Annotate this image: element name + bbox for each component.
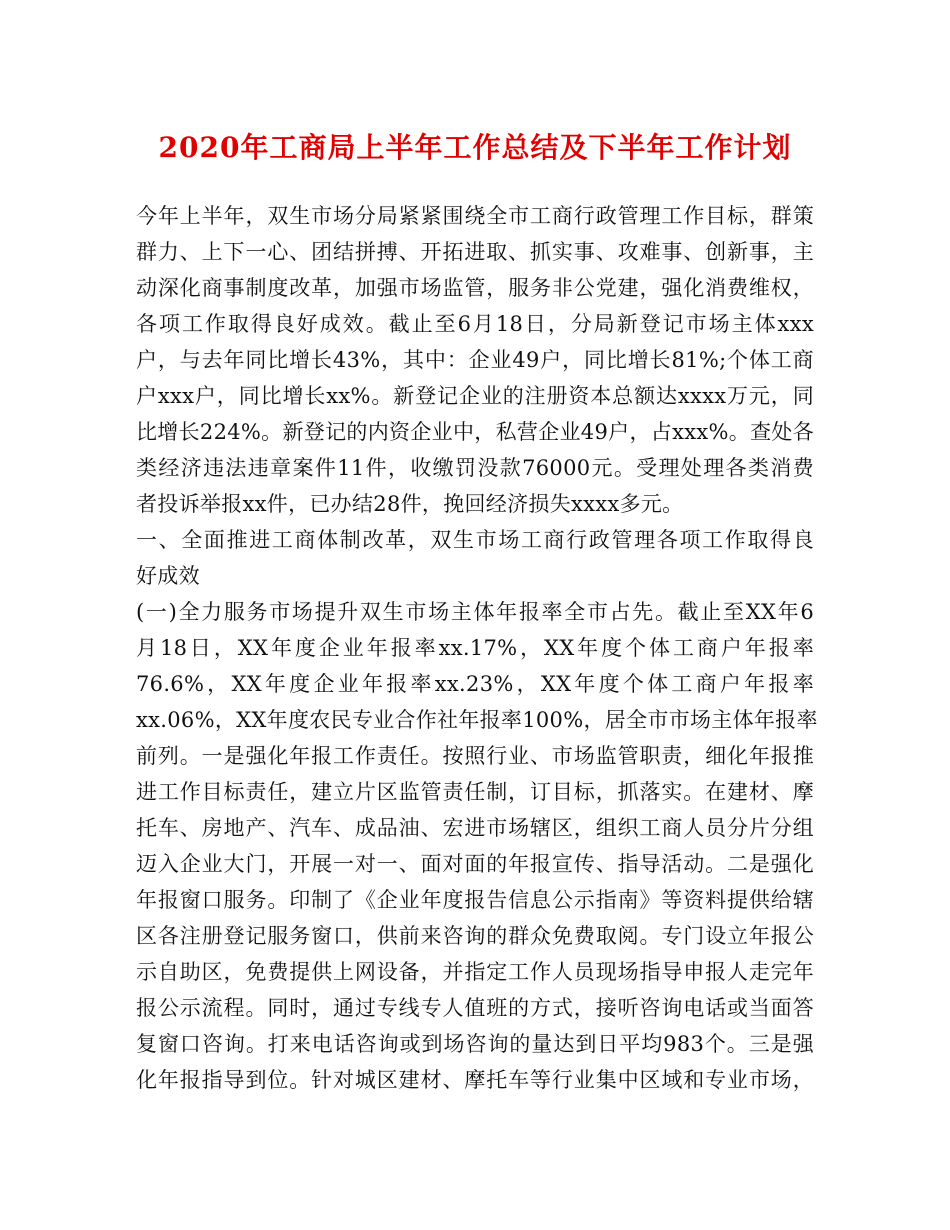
document-title: 2020年工商局上半年工作总结及下半年工作计划 bbox=[158, 131, 792, 164]
body-line: 区各注册登记服务窗口，供前来咨询的群众免费取阅。专门设立年报公 bbox=[136, 924, 814, 948]
body-line: 托车、房地产、汽车、成品油、宏进市场辖区，组织工商人员分片分组 bbox=[136, 816, 814, 840]
body-line: 比增长224%。新登记的内资企业中，私营企业49户，占xxx%。查处各 bbox=[136, 420, 814, 444]
body-line: 各项工作取得良好成效。截止至6月18日，分局新登记市场主体xxx bbox=[136, 312, 814, 336]
body-line: 类经济违法违章案件11件，收缴罚没款76000元。受理处理各类消费 bbox=[136, 456, 814, 480]
body-line: 户，与去年同比增长43%，其中：企业49户，同比增长81%;个体工商 bbox=[136, 348, 814, 372]
body-line: xx.06%，XX年度农民专业合作社年报率100%，居全市市场主体年报率 bbox=[136, 708, 818, 732]
document-body bbox=[136, 198, 818, 1098]
body-line: 今年上半年，双生市场分局紧紧围绕全市工商行政管理工作目标，群策 bbox=[136, 204, 814, 228]
body-line: 月18日，XX年度企业年报率xx.17%，XX年度个体工商户年报率 bbox=[136, 636, 814, 660]
body-line: 示自助区，免费提供上网设备，并指定工作人员现场指导申报人走完年 bbox=[136, 960, 814, 984]
body-line: 动深化商事制度改革，加强市场监管，服务非公党建，强化消费维权， bbox=[136, 276, 814, 300]
body-line: 复窗口咨询。打来电话咨询或到场咨询的量达到日平均983个。三是强 bbox=[136, 1032, 814, 1056]
body-line: 群力、上下一心、团结拼搏、开拓进取、抓实事、攻难事、创新事，主 bbox=[136, 240, 814, 264]
body-line: 前列。一是强化年报工作责任。按照行业、市场监管职责，细化年报推 bbox=[136, 744, 814, 768]
body-line: 化年报指导到位。针对城区建材、摩托车等行业集中区域和专业市场， bbox=[136, 1068, 814, 1092]
body-line: 一、全面推进工商体制改革，双生市场工商行政管理各项工作取得良 bbox=[136, 528, 814, 552]
body-line: 迈入企业大门，开展一对一、面对面的年报宣传、指导活动。二是强化 bbox=[136, 852, 814, 876]
body-line: 报公示流程。同时，通过专线专人值班的方式，接听咨询电话或当面答 bbox=[136, 996, 814, 1020]
body-line: 76.6%，XX年度企业年报率xx.23%，XX年度个体工商户年报率 bbox=[136, 672, 814, 696]
body-line: 年报窗口服务。印制了《企业年度报告信息公示指南》等资料提供给辖 bbox=[136, 888, 814, 912]
body-line: 进工作目标责任，建立片区监管责任制，订目标，抓落实。在建材、摩 bbox=[136, 780, 814, 804]
body-line: 户xxx户，同比增长xx%。新登记企业的注册资本总额达xxxx万元，同 bbox=[136, 384, 814, 408]
body-line: 者投诉举报xx件，已办结28件，挽回经济损失xxxx多元。 bbox=[136, 492, 684, 516]
body-line: (一)全力服务市场提升双生市场主体年报率全市占先。截止至XX年6 bbox=[136, 600, 814, 624]
body-line: 好成效 bbox=[136, 564, 200, 588]
